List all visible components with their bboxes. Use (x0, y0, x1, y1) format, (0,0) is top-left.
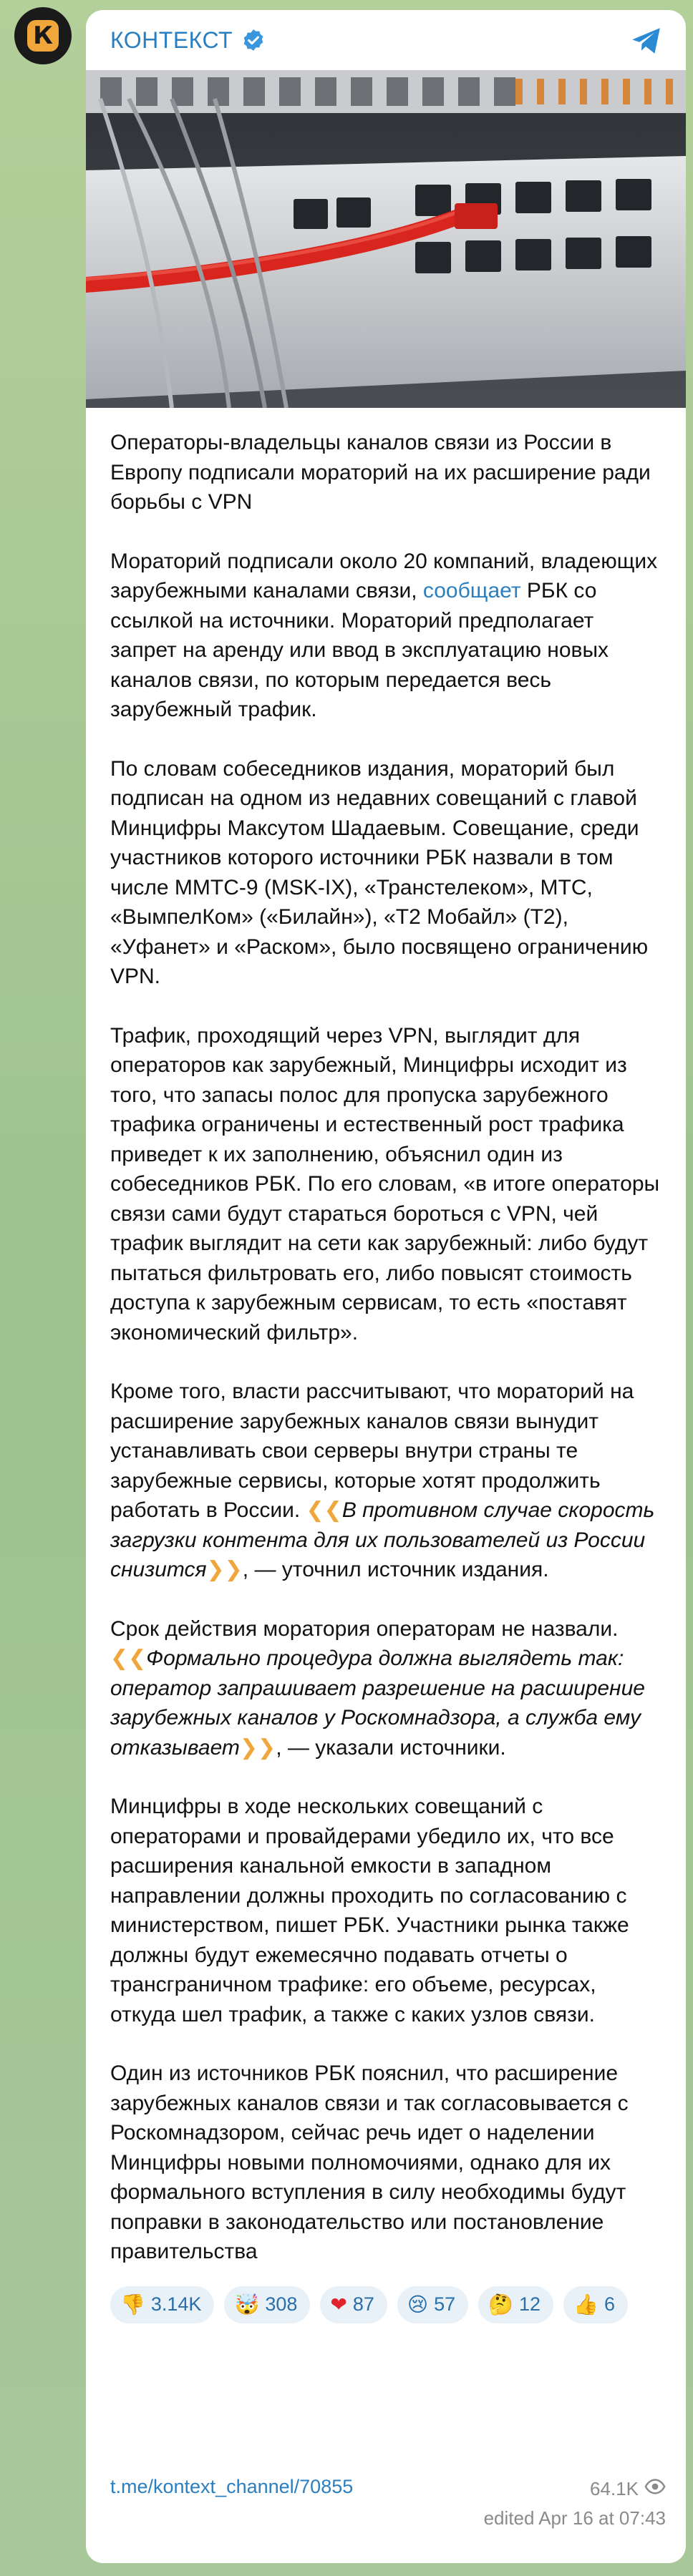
reaction-count: 308 (265, 2293, 298, 2315)
heart-icon: ❤ (330, 2293, 347, 2316)
paragraph-6: Минцифры в ходе нескольких совещаний с операторами и провайдерами убедило их, что все расширения канальной емкости в западном направлении должны проходить по согласованию с министерством, пишет РБК. Участники рынка также должны будут ежемесячно подавать отчеты о трансграничном трафике: его объеме, ресурсах, откуда шел трафик, а также с каких узлов связи. (110, 1795, 629, 2026)
reaction-count: 3.14K (150, 2293, 202, 2315)
reaction-exploding-head[interactable] (224, 2286, 310, 2323)
reactions-bar (86, 2286, 686, 2323)
channel-avatar[interactable] (14, 7, 72, 64)
quote-text: Формально процедура должна выглядеть так: оператор запрашивает разрешение на расширение зарубежных каналов у Роскомнадзора, а служба ему отказывает (110, 1646, 645, 1760)
reaction-count: 87 (352, 2293, 374, 2315)
eye-icon (644, 2476, 666, 2502)
reaction-crying-face[interactable] (397, 2286, 468, 2323)
post-link[interactable]: t.me/kontext_channel/70855 (110, 2476, 354, 2497)
verified-badge-icon (241, 28, 266, 52)
views-count: 64.1K (590, 2478, 639, 2499)
reaction-count: 6 (604, 2293, 615, 2315)
quote-close-icon: ❯❯ (206, 1558, 243, 1581)
message-footer (110, 2476, 666, 2547)
post-title: Операторы-владельцы каналов связи из России в Европу подписали мораторий на их расширение ради борьбы с VPN (110, 431, 651, 514)
channel-name[interactable]: КОНТЕКСТ (110, 26, 233, 53)
paragraph-2: По словам собеседников издания, мораторий был подписан на одном из недавних совещаний с главой Минцифры Максутом Шадаевым. Совещание, среди участников которого источники РБК назвали в том числе ММТС-9 (MSK-IX), «Транстелеком», МТС, «ВымпелКом» («Билайн»), «T2 Мобайл» (T2), «Уфанет» и «Раском», было посвящено ограничению VPN. (110, 756, 649, 988)
exploding-head-icon: 🤯 (234, 2293, 260, 2316)
paragraph-7: Один из источников РБК пояснил, что расширение зарубежных каналов связи и так согласовывается с Роскомнадзором, сейчас речь идет о наделении Минцифры новыми полномочиями, однако для их формального вступления в силу необходимы будут поправки в законодательство или постановление правительства (110, 2062, 629, 2263)
channel-logo: К (27, 20, 59, 52)
quote-open-icon: ❮❮ (110, 1646, 147, 1670)
quote-text: В противном случае скорость загрузки контента для их пользователей из России снизится (110, 1498, 655, 1581)
message-header (86, 10, 686, 70)
thumbs-up-icon: 👍 (573, 2293, 598, 2316)
reaction-thumbs-up[interactable] (563, 2286, 628, 2323)
edited-timestamp: edited Apr 16 at 07:43 (483, 2507, 666, 2529)
share-icon[interactable] (629, 23, 664, 59)
reaction-thumbs-down[interactable] (110, 2286, 214, 2323)
paragraph-4: Кроме того, власти рассчитывают, что мораторий на расширение зарубежных каналов связи вынудит устанавливать свои серверы внутри страны те зарубежные сервисы, которые хотят продолжить работать в России. ❮❮В противном случае скорость загрузки контента для их пользователей из России снизится❯❯, — уточнил источник издания. (110, 1380, 655, 1581)
source-link[interactable]: сообщает (422, 579, 521, 602)
thumbs-down-icon: 👎 (120, 2293, 145, 2316)
reaction-count: 57 (434, 2293, 456, 2315)
views-counter (590, 2476, 666, 2502)
crying-face-icon: 😢 (407, 2293, 429, 2316)
paragraph-1: Мораторий подписали около 20 компаний, владеющих зарубежными каналами связи, сообщает РБК со ссылкой на источники. Мораторий предполагает запрет на аренду или ввод в эксплуатацию новых каналов связи, по которым передается весь зарубежный трафик. (110, 549, 658, 721)
thinking-face-icon: 🤔 (488, 2293, 514, 2316)
quote-close-icon: ❯❯ (239, 1735, 276, 1760)
reaction-thinking-face[interactable] (478, 2286, 553, 2323)
paragraph-3: Трафик, проходящий через VPN, выглядит для операторов как зарубежный, Минцифры исходит из того, что запасы полос для пропуска зарубежного трафика ограничены и естественный рост трафика приведет к их заполнению, объяснил один из собеседников РБК. По его словам, «в итоге операторы связи сами будут стараться бороться с VPN, чей трафик выглядит на сети как зарубежный: либо будут пытаться фильтровать его, либо повысят стоимость доступа к зарубежным сервисам, то есть «поставят экономический фильтр». (110, 1023, 660, 1345)
paragraph-5: Срок действия моратория операторам не назвали. ❮❮Формально процедура должна выглядеть так: оператор запрашивает разрешение на расширение зарубежных каналов у Роскомнадзора, а служба ему отказывает❯❯, — указали источники. (110, 1616, 645, 1760)
message-card (86, 10, 686, 2563)
quote-open-icon: ❮❮ (306, 1498, 342, 1522)
reaction-heart[interactable] (320, 2286, 387, 2323)
post-photo[interactable] (86, 70, 686, 408)
reaction-count: 12 (519, 2293, 541, 2315)
post-text (86, 408, 686, 2267)
